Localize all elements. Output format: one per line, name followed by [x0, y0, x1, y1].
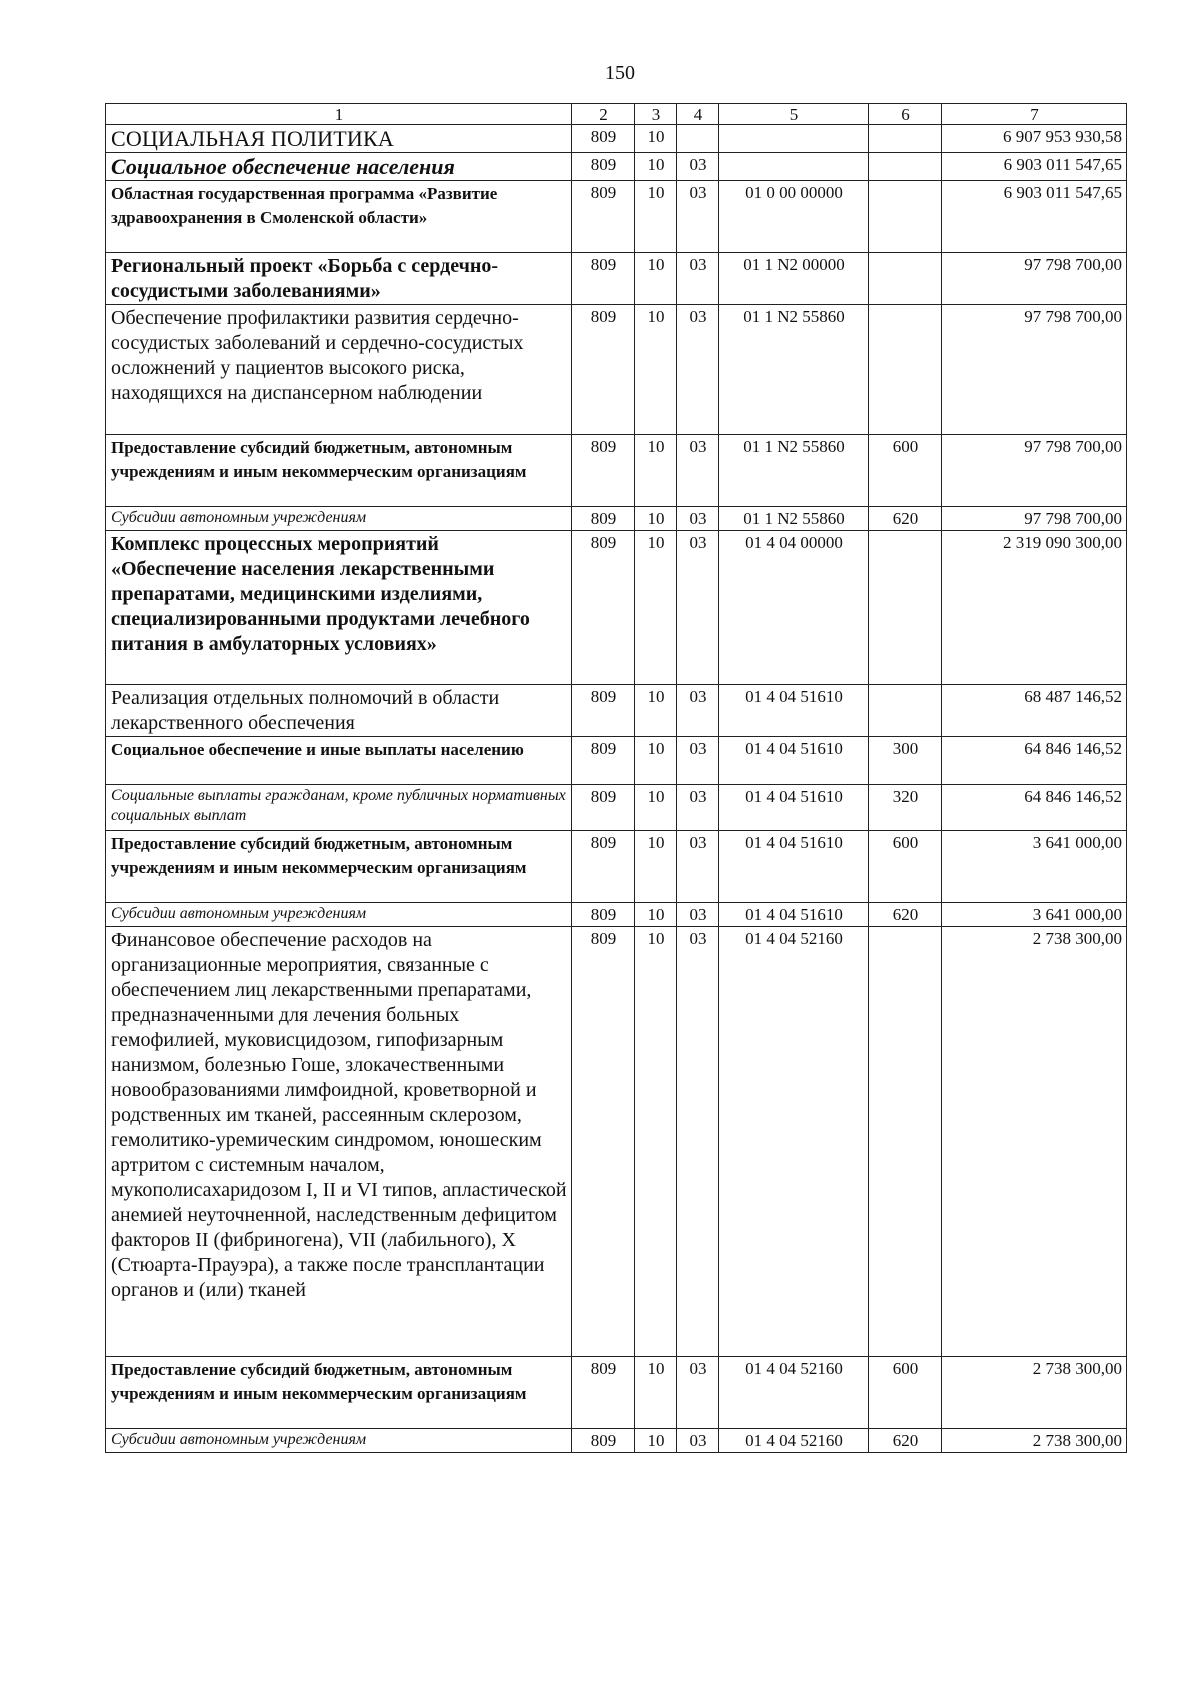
cell-amount: 6 903 011 547,65 — [942, 153, 1127, 181]
row-name: Обеспечение профилактики развития сердечно-сосудистых заболеваний и сердечно-сосудистых осложнений у пациентов высокого риска, находящихся на диспансерном наблюдении — [106, 305, 572, 435]
cell-code-2: 809 — [572, 737, 635, 785]
cell-code-4: 03 — [677, 531, 719, 685]
cell-code-5: 01 4 04 51610 — [719, 685, 869, 737]
cell-code-6: 620 — [869, 1429, 942, 1453]
cell-code-4: 03 — [677, 785, 719, 831]
cell-code-5: 01 4 04 00000 — [719, 531, 869, 685]
cell-code-4: 03 — [677, 927, 719, 1357]
cell-amount: 97 798 700,00 — [942, 305, 1127, 435]
header-cell: 7 — [942, 104, 1127, 125]
cell-code-6 — [869, 253, 942, 305]
cell-code-4: 03 — [677, 831, 719, 903]
cell-code-6 — [869, 927, 942, 1357]
cell-code-5: 01 4 04 51610 — [719, 903, 869, 927]
cell-code-5: 01 4 04 51610 — [719, 831, 869, 903]
cell-code-3: 10 — [635, 507, 677, 531]
row-name: Социальное обеспечение населения — [106, 153, 572, 181]
cell-code-6 — [869, 181, 942, 253]
cell-code-6 — [869, 531, 942, 685]
cell-code-2: 809 — [572, 1357, 635, 1429]
cell-code-5: 01 1 N2 55860 — [719, 507, 869, 531]
table-row — [106, 1429, 1127, 1453]
cell-amount: 97 798 700,00 — [942, 253, 1127, 305]
cell-code-4: 03 — [677, 253, 719, 305]
cell-code-3: 10 — [635, 831, 677, 903]
cell-code-2: 809 — [572, 153, 635, 181]
table-row — [106, 785, 1127, 831]
cell-code-4: 03 — [677, 305, 719, 435]
header-cell: 5 — [719, 104, 869, 125]
header-cell: 1 — [106, 104, 572, 125]
table-row — [106, 153, 1127, 181]
cell-code-5 — [719, 125, 869, 153]
table-row — [106, 507, 1127, 531]
cell-code-6: 600 — [869, 831, 942, 903]
cell-code-5 — [719, 153, 869, 181]
header-cell: 4 — [677, 104, 719, 125]
cell-code-5: 01 4 04 51610 — [719, 785, 869, 831]
cell-code-4 — [677, 125, 719, 153]
cell-code-6 — [869, 125, 942, 153]
row-name: Социальные выплаты гражданам, кроме публичных нормативных социальных выплат — [106, 785, 572, 831]
budget-table — [105, 103, 1127, 1453]
cell-code-6 — [869, 153, 942, 181]
table-row — [106, 737, 1127, 785]
cell-code-3: 10 — [635, 903, 677, 927]
cell-code-5: 01 1 N2 00000 — [719, 253, 869, 305]
row-name: Предоставление субсидий бюджетным, автономным учреждениям и иным некоммерческим организациям — [106, 1357, 572, 1429]
cell-code-3: 10 — [635, 181, 677, 253]
cell-code-3: 10 — [635, 305, 677, 435]
table-row — [106, 685, 1127, 737]
header-cell: 3 — [635, 104, 677, 125]
row-name: Комплекс процессных мероприятий «Обеспечение населения лекарственными препаратами, медицинскими изделиями, специализированными продуктами лечебного питания в амбулаторных условиях» — [106, 531, 572, 685]
cell-amount: 6 907 953 930,58 — [942, 125, 1127, 153]
table-row — [106, 927, 1127, 1357]
row-name: Предоставление субсидий бюджетным, автономным учреждениям и иным некоммерческим организациям — [106, 831, 572, 903]
cell-code-2: 809 — [572, 305, 635, 435]
cell-amount: 64 846 146,52 — [942, 785, 1127, 831]
cell-code-4: 03 — [677, 1357, 719, 1429]
header-row — [106, 104, 1127, 125]
page-number: 150 — [605, 62, 635, 84]
cell-code-5: 01 4 04 52160 — [719, 1429, 869, 1453]
cell-amount: 97 798 700,00 — [942, 435, 1127, 507]
table-row — [106, 181, 1127, 253]
table-row — [106, 831, 1127, 903]
cell-amount: 97 798 700,00 — [942, 507, 1127, 531]
header-cell: 6 — [869, 104, 942, 125]
cell-code-3: 10 — [635, 737, 677, 785]
cell-code-2: 809 — [572, 435, 635, 507]
cell-amount: 2 738 300,00 — [942, 1429, 1127, 1453]
row-name: Региональный проект «Борьба с сердечно-сосудистыми заболеваниями» — [106, 253, 572, 305]
cell-code-6: 620 — [869, 903, 942, 927]
cell-code-3: 10 — [635, 685, 677, 737]
row-name: СОЦИАЛЬНАЯ ПОЛИТИКА — [106, 125, 572, 153]
cell-code-3: 10 — [635, 125, 677, 153]
row-name: Предоставление субсидий бюджетным, автономным учреждениям и иным некоммерческим организациям — [106, 435, 572, 507]
cell-amount: 2 738 300,00 — [942, 1357, 1127, 1429]
cell-code-6: 600 — [869, 435, 942, 507]
row-name: Финансовое обеспечение расходов на организационные мероприятия, связанные с обеспечением лиц лекарственными препаратами, предназначенными для лечения больных гемофилией, муковисцидозом, гипофизарным нанизмом, болезнью Гоше, злокачественными новообразованиями лимфоидной, кроветворной и родственных им тканей, рассеянным склерозом, гемолитико-уремическим синдромом, юношеским артритом с системным началом, мукополисахаридозом I, II и VI типов, апластической анемией неуточненной, наследственным дефицитом факторов II (фибриногена), VII (лабильного), X (Стюарта-Прауэра), а также после трансплантации органов и (или) тканей — [106, 927, 572, 1357]
cell-code-6: 600 — [869, 1357, 942, 1429]
cell-code-3: 10 — [635, 1357, 677, 1429]
cell-code-2: 809 — [572, 1429, 635, 1453]
table-row — [106, 253, 1127, 305]
cell-code-4: 03 — [677, 685, 719, 737]
cell-code-3: 10 — [635, 435, 677, 507]
cell-code-3: 10 — [635, 531, 677, 685]
cell-code-4: 03 — [677, 1429, 719, 1453]
cell-code-4: 03 — [677, 737, 719, 785]
row-name: Субсидии автономным учреждениям — [106, 903, 572, 927]
table-row — [106, 305, 1127, 435]
cell-code-6: 320 — [869, 785, 942, 831]
row-name: Социальное обеспечение и иные выплаты населению — [106, 737, 572, 785]
table-row — [106, 903, 1127, 927]
cell-code-5: 01 4 04 51610 — [719, 737, 869, 785]
cell-code-3: 10 — [635, 1429, 677, 1453]
table-row — [106, 125, 1127, 153]
cell-code-6 — [869, 685, 942, 737]
cell-code-4: 03 — [677, 181, 719, 253]
cell-code-2: 809 — [572, 531, 635, 685]
cell-code-2: 809 — [572, 253, 635, 305]
cell-amount: 3 641 000,00 — [942, 831, 1127, 903]
cell-code-2: 809 — [572, 831, 635, 903]
cell-code-3: 10 — [635, 153, 677, 181]
cell-code-5: 01 0 00 00000 — [719, 181, 869, 253]
cell-code-5: 01 1 N2 55860 — [719, 305, 869, 435]
cell-code-2: 809 — [572, 785, 635, 831]
cell-code-4: 03 — [677, 153, 719, 181]
cell-amount: 2 319 090 300,00 — [942, 531, 1127, 685]
cell-code-4: 03 — [677, 903, 719, 927]
header-cell: 2 — [572, 104, 635, 125]
table-row — [106, 1357, 1127, 1429]
row-name: Субсидии автономным учреждениям — [106, 1429, 572, 1453]
cell-code-6 — [869, 305, 942, 435]
cell-code-2: 809 — [572, 125, 635, 153]
cell-amount: 3 641 000,00 — [942, 903, 1127, 927]
cell-amount: 2 738 300,00 — [942, 927, 1127, 1357]
cell-code-4: 03 — [677, 435, 719, 507]
row-name: Субсидии автономным учреждениям — [106, 507, 572, 531]
cell-amount: 68 487 146,52 — [942, 685, 1127, 737]
cell-code-4: 03 — [677, 507, 719, 531]
cell-code-5: 01 4 04 52160 — [719, 927, 869, 1357]
cell-code-3: 10 — [635, 785, 677, 831]
cell-code-5: 01 4 04 52160 — [719, 1357, 869, 1429]
cell-code-2: 809 — [572, 927, 635, 1357]
row-name: Областная государственная программа «Развитие здравоохранения в Смоленской области» — [106, 181, 572, 253]
cell-code-2: 809 — [572, 685, 635, 737]
cell-code-6: 300 — [869, 737, 942, 785]
cell-code-3: 10 — [635, 927, 677, 1357]
cell-code-2: 809 — [572, 507, 635, 531]
row-name: Реализация отдельных полномочий в области лекарственного обеспечения — [106, 685, 572, 737]
table-row — [106, 435, 1127, 507]
cell-amount: 6 903 011 547,65 — [942, 181, 1127, 253]
table-row — [106, 531, 1127, 685]
cell-code-5: 01 1 N2 55860 — [719, 435, 869, 507]
cell-code-2: 809 — [572, 181, 635, 253]
cell-code-6: 620 — [869, 507, 942, 531]
cell-code-2: 809 — [572, 903, 635, 927]
cell-amount: 64 846 146,52 — [942, 737, 1127, 785]
cell-code-3: 10 — [635, 253, 677, 305]
